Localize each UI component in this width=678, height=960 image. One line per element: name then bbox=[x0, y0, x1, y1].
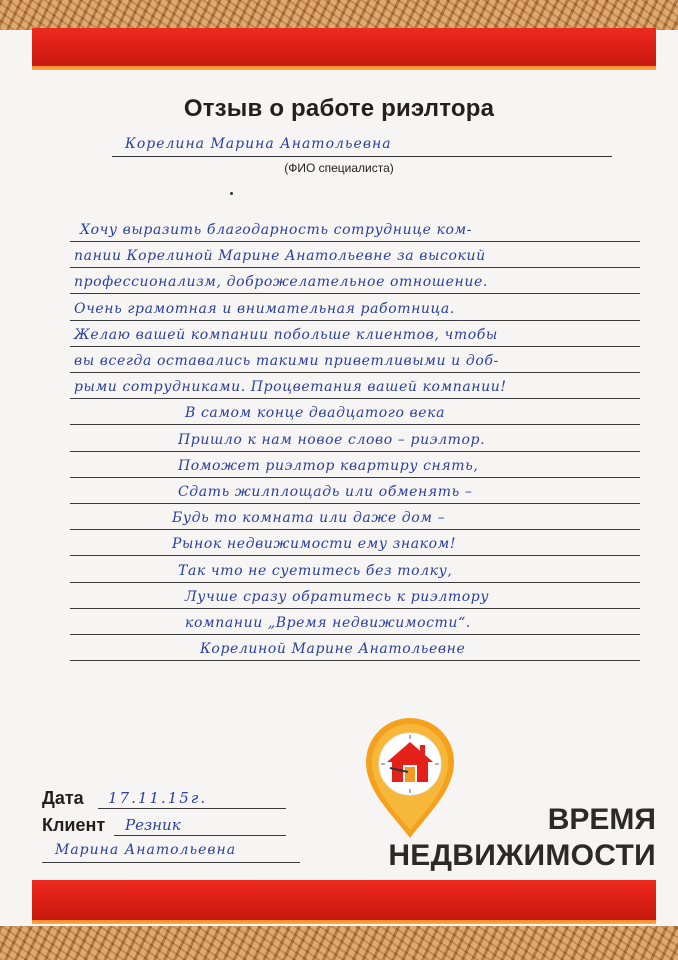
ruled-line bbox=[70, 503, 640, 504]
ruled-line bbox=[70, 372, 640, 373]
ruled-line bbox=[70, 477, 640, 478]
ruled-line bbox=[70, 293, 640, 294]
ruled-line bbox=[70, 424, 640, 425]
review-line: профессионализм, доброжелательное отношение. bbox=[74, 274, 488, 291]
brand-name-line2: НЕДВИЖИМОСТИ bbox=[388, 839, 656, 872]
date-line bbox=[98, 808, 286, 809]
review-line: вы всегда оставались такими приветливыми и доб- bbox=[74, 353, 499, 369]
poem-line: Будь то комната или даже дом – bbox=[172, 510, 446, 527]
top-ornament bbox=[0, 0, 678, 30]
review-line: Хочу выразить благодарность сотруднице ком- bbox=[80, 222, 473, 238]
ruled-line bbox=[70, 320, 640, 321]
ruled-line bbox=[70, 267, 640, 268]
review-line: рыми сотрудниками. Процветания вашей компании! bbox=[74, 379, 507, 396]
client-label: Клиент bbox=[42, 815, 106, 835]
bottom-red-band bbox=[32, 880, 656, 920]
poem-line: Корелиной Марине Анатольевне bbox=[200, 641, 466, 658]
poem-line: Так что не суетитесь без толку, bbox=[178, 562, 453, 579]
review-line: Желаю вашей компании побольше клиентов, чтобы bbox=[74, 326, 498, 343]
ruled-line bbox=[70, 398, 640, 399]
poem-line: Лучше сразу обратитесь к риэлтору bbox=[185, 588, 490, 605]
specialist-name: Корелина Марина Анатольевна bbox=[125, 136, 392, 152]
ruled-line bbox=[70, 608, 640, 609]
ruled-line bbox=[70, 529, 640, 530]
poem-line: компании „Время недвижимости“. bbox=[185, 615, 471, 631]
brand-name-line1: ВРЕМЯ bbox=[547, 803, 656, 836]
poem-line: Поможет риэлтор квартиру снять, bbox=[178, 457, 479, 474]
poem-line: Пришло к нам новое слово – риэлтор. bbox=[178, 431, 486, 448]
specialist-name-line bbox=[112, 156, 612, 157]
house-clock-pin-icon bbox=[360, 712, 460, 842]
ruled-line bbox=[70, 555, 640, 556]
review-line: Очень грамотная и внимательная работница. bbox=[74, 300, 455, 317]
client-name: Марина Анатольевна bbox=[55, 842, 237, 858]
ruled-line bbox=[70, 346, 640, 347]
specialist-caption: (ФИО специалиста) bbox=[284, 161, 394, 175]
ink-dot bbox=[230, 192, 233, 195]
top-red-band bbox=[32, 28, 656, 66]
date-label: Дата bbox=[42, 788, 84, 808]
ruled-line bbox=[70, 451, 640, 452]
date-value: 17.11.15г. bbox=[108, 789, 208, 807]
poem-line: В самом конце двадцатого века bbox=[185, 405, 446, 422]
ruled-line bbox=[70, 634, 640, 635]
poem-line: Рынок недвижимости ему знаком! bbox=[172, 536, 457, 553]
ruled-line bbox=[70, 660, 640, 661]
bottom-ornament bbox=[0, 926, 678, 960]
client-line bbox=[114, 835, 286, 836]
client-value: Резник bbox=[125, 816, 181, 834]
poem-line: Сдать жилплощадь или обменять – bbox=[178, 484, 473, 500]
ruled-line bbox=[70, 241, 640, 242]
page-title: Отзыв о работе риэлтора bbox=[183, 95, 495, 122]
review-line: пании Корелиной Марине Анатольевне за высокий bbox=[74, 248, 486, 265]
client-name-line bbox=[42, 862, 300, 863]
ruled-line bbox=[70, 582, 640, 583]
